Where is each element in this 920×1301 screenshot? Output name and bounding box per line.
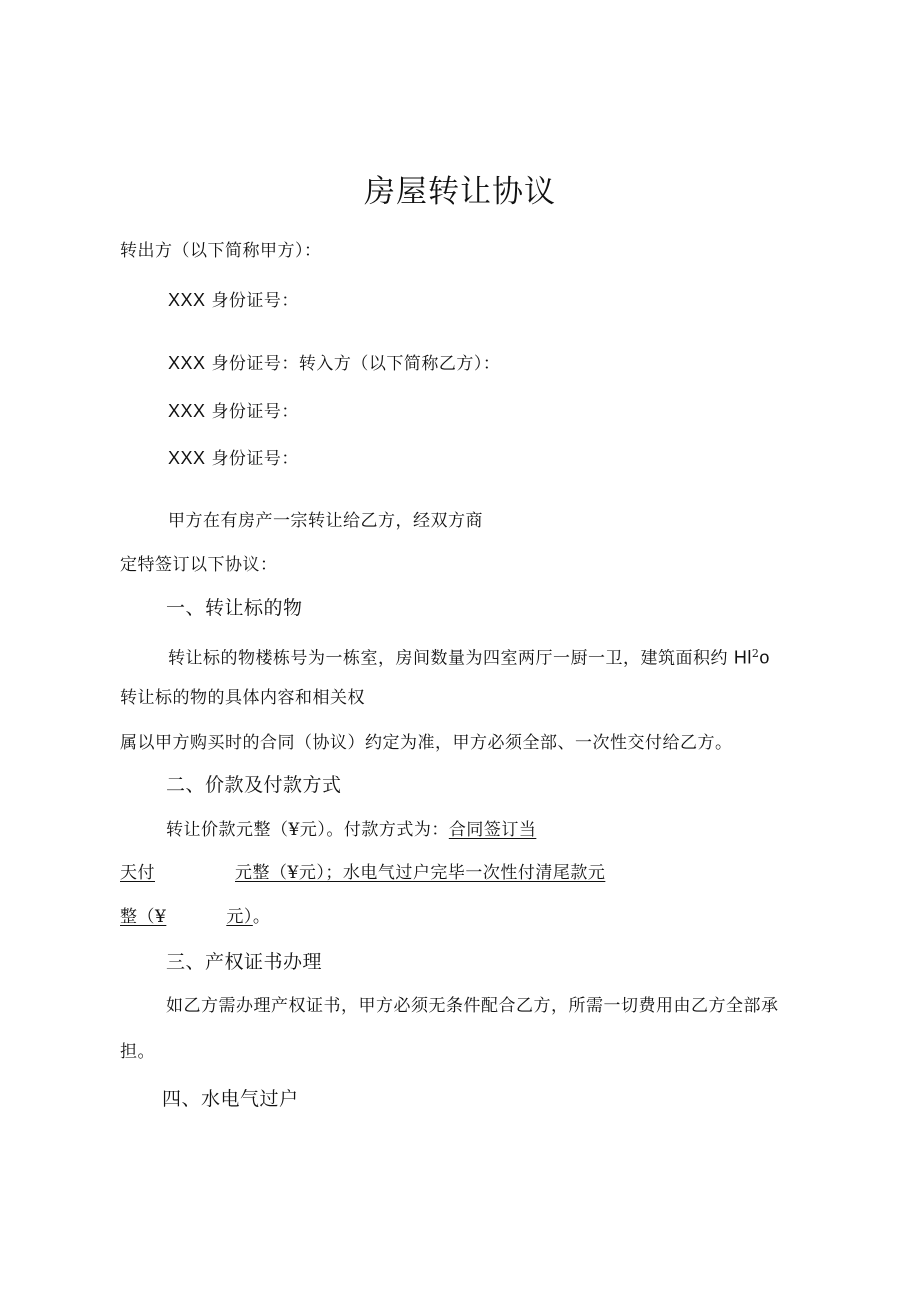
section-3-para-line-2: 担。 (120, 1042, 155, 1062)
section-1-para-text: 转让标的物楼栋号为一栋室，房间数量为四室两厅一厨一卫，建筑面积约 (168, 648, 734, 669)
payment-day-label: 天付 (120, 863, 155, 883)
transferor-name-1: XXX (168, 290, 206, 310)
section-1-para-line-3: 属以甲方购买时的合同（协议）约定为准，甲方必须全部、一次性交付给乙方。 (120, 733, 733, 753)
transferor-line-2 (168, 352, 500, 375)
area-unit: Hl (733, 647, 752, 668)
section-1-para-end: o (759, 647, 770, 668)
payment-terms: 元整（¥元）；水电气过户完毕一次性付清尾款元 (235, 863, 606, 883)
transferor-label: 转出方（以下简称甲方）： (120, 241, 322, 261)
section-3-heading: 三、产权证书办理 (166, 951, 323, 973)
section-1-para-line-2: 转让标的物的具体内容和相关权 (120, 688, 365, 708)
final-payment-suffix: 元） (226, 907, 253, 927)
section-1-heading: 一、转让标的物 (166, 597, 303, 619)
transferor-id-2: 身份证号：转入方（以下简称乙方）： (211, 354, 501, 374)
section-2-para-line-2 (120, 862, 605, 884)
transferor-name-2: XXX (168, 353, 206, 373)
payment-method-underlined: 合同签订当 (448, 820, 537, 840)
section-2-heading: 二、价款及付款方式 (166, 774, 342, 796)
transferee-id-1: 身份证号： (211, 402, 299, 422)
price-text: 转让价款元整（¥元）。付款方式为： (166, 820, 449, 840)
transferor-id-1: 身份证号： (211, 291, 299, 311)
transferor-line-1 (168, 289, 299, 312)
transferee-line-1 (168, 400, 299, 423)
transferee-name-2: XXX (168, 448, 206, 468)
document-title: 房屋转让协议 (364, 174, 556, 210)
transferee-line-2 (168, 447, 299, 470)
section-4-heading: 四、水电气过户 (162, 1088, 299, 1110)
transferee-id-2: 身份证号： (211, 449, 299, 469)
section-2-para-line-3 (120, 906, 270, 928)
section-1-para-line-1 (168, 643, 770, 670)
section-3-para-line-1: 如乙方需办理产权证书，甲方必须无条件配合乙方，所需一切费用由乙方全部承 (166, 996, 779, 1016)
final-payment-prefix: 整（¥ (120, 907, 167, 927)
transferee-name-1: XXX (168, 401, 206, 421)
intro-line-1: 甲方在有房产一宗转让给乙方，经双方商 (168, 511, 483, 531)
final-payment-end: 。 (252, 907, 271, 927)
area-unit-exponent: 2 (751, 647, 760, 660)
intro-line-2: 定特签订以下协议： (120, 555, 278, 575)
section-2-para-line-1 (166, 819, 536, 841)
